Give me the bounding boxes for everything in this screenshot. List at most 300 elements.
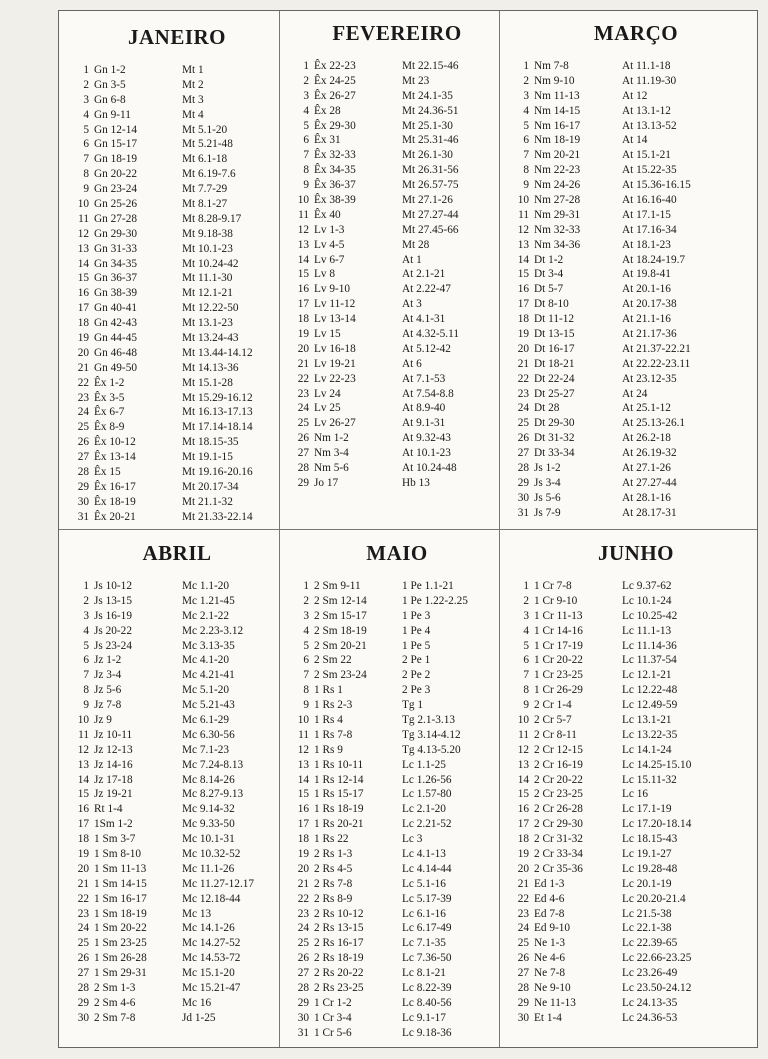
new-testament-reading: At 23.12-35 xyxy=(622,372,677,385)
day-number: 10 xyxy=(297,194,309,207)
day-number: 3 xyxy=(83,609,89,622)
old-testament-reading: Nm 7-8 xyxy=(534,60,569,72)
new-testament-reading: At 27.27-44 xyxy=(622,476,677,489)
day-number: 7 xyxy=(303,669,309,682)
reading-row xyxy=(515,312,757,327)
reading-row xyxy=(295,104,499,119)
old-testament-reading: Nm 16-17 xyxy=(534,119,581,132)
new-testament-reading: Mc 14.53-72 xyxy=(182,952,241,965)
reading-row xyxy=(515,773,757,788)
reading-row xyxy=(295,787,499,802)
new-testament-reading: Mt 5.21-48 xyxy=(182,138,233,151)
day-number: 28 xyxy=(77,982,89,995)
reading-row xyxy=(75,510,279,525)
old-testament-reading: Jz 19-21 xyxy=(94,788,133,801)
old-testament-reading: Dt 31-32 xyxy=(534,432,575,445)
old-testament-reading: Dt 8-10 xyxy=(534,298,569,311)
reading-row xyxy=(515,892,757,907)
reading-row xyxy=(75,936,279,951)
new-testament-reading: Lc 22.66-23.25 xyxy=(622,952,692,965)
new-testament-reading: Lc 11.14-36 xyxy=(622,639,677,652)
reading-row xyxy=(515,223,757,238)
new-testament-reading: Lc 20.20-21.4 xyxy=(622,892,686,905)
day-number: 5 xyxy=(83,123,89,136)
old-testament-reading: Nm 5-6 xyxy=(314,462,349,475)
day-number: 5 xyxy=(523,119,529,132)
new-testament-reading: At 7.54-8.8 xyxy=(402,387,454,400)
new-testament-reading: Lc 5.1-16 xyxy=(402,877,446,890)
old-testament-reading: 1 Cr 14-16 xyxy=(534,624,583,637)
reading-row xyxy=(295,907,499,922)
reading-row xyxy=(295,163,499,178)
old-testament-reading: Nm 9-10 xyxy=(534,74,575,87)
reading-row xyxy=(515,89,757,104)
reading-row xyxy=(515,698,757,713)
day-number: 27 xyxy=(297,967,309,980)
reading-row xyxy=(295,401,499,416)
day-number: 8 xyxy=(303,684,309,697)
new-testament-reading: Lc 14.1-24 xyxy=(622,743,672,756)
old-testament-reading: Êx 28 xyxy=(314,104,341,117)
day-number: 7 xyxy=(303,149,309,162)
old-testament-reading: 1 Rs 20-21 xyxy=(314,818,364,831)
day-number: 15 xyxy=(297,788,309,801)
reading-row xyxy=(295,594,499,609)
old-testament-reading: Lv 16-18 xyxy=(314,342,356,355)
reading-row xyxy=(75,981,279,996)
day-number: 14 xyxy=(517,773,529,786)
old-testament-reading: Jz 7-8 xyxy=(94,699,122,712)
reading-row xyxy=(515,506,757,521)
reading-row xyxy=(295,832,499,847)
new-testament-reading: Mt 26.31-56 xyxy=(402,164,459,177)
new-testament-reading: Lc 8.22-39 xyxy=(402,982,452,995)
new-testament-reading: Mc 6.30-56 xyxy=(182,728,235,741)
old-testament-reading: 1 Cr 11-13 xyxy=(534,609,583,622)
day-number: 28 xyxy=(77,466,89,479)
new-testament-reading: Lc 3 xyxy=(402,833,423,846)
day-number: 3 xyxy=(303,609,309,622)
reading-row xyxy=(515,877,757,892)
day-number: 24 xyxy=(517,922,529,935)
reading-row xyxy=(295,446,499,461)
old-testament-reading: Lv 9-10 xyxy=(314,283,351,296)
new-testament-reading: Mt 2 xyxy=(182,78,204,91)
reading-row xyxy=(75,167,279,182)
reading-row xyxy=(75,743,279,758)
new-testament-reading: At 15.22-35 xyxy=(622,164,677,177)
day-number: 11 xyxy=(298,208,309,221)
old-testament-reading: 1 Rs 7-8 xyxy=(314,728,353,741)
new-testament-reading: Lc 16 xyxy=(622,788,649,801)
old-testament-reading: Dt 5-7 xyxy=(534,283,564,296)
new-testament-reading: At 28.17-31 xyxy=(622,506,677,519)
old-testament-reading: Ed 9-10 xyxy=(534,922,571,935)
day-number: 19 xyxy=(77,848,89,861)
day-number: 18 xyxy=(517,313,529,326)
reading-row xyxy=(75,802,279,817)
day-number: 13 xyxy=(297,758,309,771)
old-testament-reading: 1 Rs 18-19 xyxy=(314,803,364,816)
new-testament-reading: Mc 6.1-29 xyxy=(182,714,230,727)
old-testament-reading: Lv 22-23 xyxy=(314,372,356,385)
reading-row xyxy=(515,981,757,996)
day-number: 28 xyxy=(517,462,529,475)
reading-row xyxy=(75,108,279,123)
day-number: 31 xyxy=(517,506,529,519)
old-testament-reading: Êx 1-2 xyxy=(94,376,125,389)
old-testament-reading: Lv 13-14 xyxy=(314,313,356,326)
day-number: 26 xyxy=(77,952,89,965)
day-number: 2 xyxy=(303,74,309,87)
old-testament-reading: Dt 3-4 xyxy=(534,268,564,281)
new-testament-reading: Lc 24.13-35 xyxy=(622,996,678,1009)
day-number: 3 xyxy=(523,89,529,102)
new-testament-reading: Mc 5.21-43 xyxy=(182,699,235,712)
reading-row xyxy=(75,892,279,907)
month-junho xyxy=(499,541,757,1026)
new-testament-reading: Lc 18.15-43 xyxy=(622,833,678,846)
day-number: 31 xyxy=(77,510,89,523)
reading-row xyxy=(515,653,757,668)
new-testament-reading: At 28.1-16 xyxy=(622,491,671,504)
new-testament-reading: Lc 9.18-36 xyxy=(402,1026,452,1039)
reading-row xyxy=(75,921,279,936)
new-testament-reading: 1 Pe 1.22-2.25 xyxy=(402,594,468,607)
reading-row xyxy=(75,465,279,480)
new-testament-reading: Mc 16 xyxy=(182,996,212,1009)
old-testament-reading: 1 Sm 26-28 xyxy=(94,952,147,965)
reading-row xyxy=(75,301,279,316)
day-number: 8 xyxy=(523,164,529,177)
old-testament-reading: Êx 32-33 xyxy=(314,149,356,162)
reading-row xyxy=(75,609,279,624)
day-number: 18 xyxy=(77,317,89,330)
day-number: 2 xyxy=(303,594,309,607)
old-testament-reading: Js 1-2 xyxy=(534,462,561,475)
reading-row xyxy=(75,579,279,594)
new-testament-reading: Mt 21.33-22.14 xyxy=(182,510,253,523)
old-testament-reading: 2 Rs 7-8 xyxy=(314,877,353,890)
old-testament-reading: Nm 3-4 xyxy=(314,447,349,460)
new-testament-reading: Lc 11.37-54 xyxy=(622,654,677,667)
reading-row xyxy=(515,431,757,446)
day-number: 18 xyxy=(297,313,309,326)
old-testament-reading: Js 7-9 xyxy=(534,506,561,519)
day-number: 29 xyxy=(77,996,89,1009)
reading-row xyxy=(515,491,757,506)
month-title: MARÇO xyxy=(593,21,679,45)
new-testament-reading: At 17.16-34 xyxy=(622,223,677,236)
day-number: 10 xyxy=(517,714,529,727)
reading-row xyxy=(295,683,499,698)
reading-row xyxy=(515,267,757,282)
old-testament-reading: Gn 18-19 xyxy=(94,153,137,166)
reading-row xyxy=(515,639,757,654)
old-testament-reading: Nm 24-26 xyxy=(534,179,581,192)
old-testament-reading: Gn 31-33 xyxy=(94,242,137,255)
day-number: 23 xyxy=(517,387,529,400)
new-testament-reading: Mc 10.32-52 xyxy=(182,848,241,861)
new-testament-reading: Mc 9.33-50 xyxy=(182,818,235,831)
new-testament-reading: Lc 5.17-39 xyxy=(402,892,452,905)
reading-row xyxy=(515,178,757,193)
old-testament-reading: 1 Cr 7-8 xyxy=(534,580,572,592)
new-testament-reading: Lc 23.26-49 xyxy=(622,967,678,980)
reading-row xyxy=(295,208,499,223)
new-testament-reading: 1 Pe 4 xyxy=(402,624,431,637)
day-number: 1 xyxy=(523,60,529,72)
reading-row xyxy=(515,921,757,936)
old-testament-reading: Gn 3-5 xyxy=(94,78,126,91)
new-testament-reading: Mt 13.1-23 xyxy=(182,317,233,330)
old-testament-reading: Lv 1-3 xyxy=(314,223,345,236)
reading-row xyxy=(515,579,757,594)
day-number: 3 xyxy=(303,89,309,102)
reading-row xyxy=(515,743,757,758)
old-testament-reading: Jz 10-11 xyxy=(94,728,133,741)
reading-row xyxy=(515,609,757,624)
day-number: 12 xyxy=(517,743,529,756)
new-testament-reading: Mc 11.1-26 xyxy=(182,862,235,875)
day-number: 6 xyxy=(303,134,309,147)
day-number: 23 xyxy=(77,907,89,920)
day-number: 9 xyxy=(523,179,529,192)
reading-row xyxy=(295,133,499,148)
day-number: 23 xyxy=(77,391,89,404)
new-testament-reading: 1 Pe 3 xyxy=(402,609,431,622)
old-testament-reading: Ne 4-6 xyxy=(534,952,566,965)
new-testament-reading: Mc 2.23-3.12 xyxy=(182,624,244,637)
new-testament-reading: Lc 2.21-52 xyxy=(402,818,452,831)
day-number: 20 xyxy=(517,342,529,355)
row-divider xyxy=(59,529,757,530)
day-number: 15 xyxy=(517,788,529,801)
new-testament-reading: At 11.19-30 xyxy=(622,74,677,87)
day-number: 4 xyxy=(303,104,309,117)
new-testament-reading: Lc 6.1-16 xyxy=(402,907,446,920)
reading-row xyxy=(75,331,279,346)
old-testament-reading: Êx 10-12 xyxy=(94,436,136,449)
day-number: 1 xyxy=(303,60,309,72)
reading-row xyxy=(515,713,757,728)
reading-row xyxy=(515,133,757,148)
reading-row xyxy=(295,951,499,966)
old-testament-reading: Dt 33-34 xyxy=(534,447,575,460)
reading-row xyxy=(515,282,757,297)
old-testament-reading: Rt 1-4 xyxy=(94,803,123,816)
new-testament-reading: At 22.22-23.11 xyxy=(622,357,691,370)
day-number: 26 xyxy=(77,436,89,449)
new-testament-reading: Mt 10.1-23 xyxy=(182,242,233,255)
new-testament-reading: Mt 12.1-21 xyxy=(182,287,233,300)
day-number: 16 xyxy=(517,803,529,816)
new-testament-reading: Mt 19.1-15 xyxy=(182,451,233,464)
day-number: 12 xyxy=(297,223,309,236)
reading-row xyxy=(75,346,279,361)
old-testament-reading: Lv 6-7 xyxy=(314,253,345,266)
new-testament-reading: Mt 10.24-42 xyxy=(182,257,239,270)
new-testament-reading: Lc 19.1-27 xyxy=(622,848,672,861)
day-number: 15 xyxy=(77,272,89,285)
reading-row xyxy=(515,208,757,223)
day-number: 4 xyxy=(523,104,529,117)
new-testament-reading: At 14 xyxy=(622,134,648,147)
reading-row xyxy=(515,862,757,877)
day-number: 10 xyxy=(77,198,89,211)
old-testament-reading: 2 Cr 8-11 xyxy=(534,728,577,741)
old-testament-reading: Gn 15-17 xyxy=(94,138,137,151)
old-testament-reading: Dt 13-15 xyxy=(534,328,575,341)
new-testament-reading: Mt 11.1-30 xyxy=(182,272,233,285)
day-number: 26 xyxy=(297,432,309,445)
new-testament-reading: Mt 21.1-32 xyxy=(182,495,233,508)
old-testament-reading: Gn 36-37 xyxy=(94,272,137,285)
new-testament-reading: At 10.24-48 xyxy=(402,462,457,475)
day-number: 14 xyxy=(297,773,309,786)
old-testament-reading: Nm 22-23 xyxy=(534,164,581,177)
old-testament-reading: Gn 42-43 xyxy=(94,317,137,330)
old-testament-reading: Jz 14-16 xyxy=(94,758,133,771)
old-testament-reading: Jz 9 xyxy=(94,714,112,727)
old-testament-reading: Êx 29-30 xyxy=(314,119,356,132)
reading-row xyxy=(295,639,499,654)
old-testament-reading: Gn 27-28 xyxy=(94,212,137,225)
day-number: 21 xyxy=(77,361,89,374)
day-number: 25 xyxy=(517,417,529,430)
day-number: 10 xyxy=(77,714,89,727)
old-testament-reading: 2 Rs 10-12 xyxy=(314,907,364,920)
new-testament-reading: Lc 8.1-21 xyxy=(402,967,446,980)
old-testament-reading: Nm 27-28 xyxy=(534,194,581,207)
day-number: 14 xyxy=(297,253,309,266)
old-testament-reading: Js 3-4 xyxy=(534,476,561,489)
old-testament-reading: Ne 1-3 xyxy=(534,937,566,950)
reading-row xyxy=(515,951,757,966)
new-testament-reading: Mt 24.36-51 xyxy=(402,104,459,117)
old-testament-reading: Gn 44-45 xyxy=(94,332,137,345)
reading-row xyxy=(75,405,279,420)
reading-row xyxy=(75,847,279,862)
old-testament-reading: Êx 18-19 xyxy=(94,495,136,508)
day-number: 13 xyxy=(517,238,529,251)
old-testament-reading: 1 Cr 3-4 xyxy=(314,1011,352,1024)
new-testament-reading: At 12 xyxy=(622,89,648,102)
old-testament-reading: 2 Rs 8-9 xyxy=(314,892,353,905)
day-number: 9 xyxy=(303,179,309,192)
old-testament-reading: 1 Rs 22 xyxy=(314,833,349,846)
day-number: 8 xyxy=(523,684,529,697)
day-number: 8 xyxy=(83,684,89,697)
new-testament-reading: Mt 17.14-18.14 xyxy=(182,421,253,434)
day-number: 24 xyxy=(77,406,89,419)
month-marco xyxy=(499,21,757,521)
day-number: 28 xyxy=(297,982,309,995)
day-number: 24 xyxy=(297,922,309,935)
reading-row xyxy=(75,624,279,639)
day-number: 7 xyxy=(523,149,529,162)
new-testament-reading: Mt 1 xyxy=(182,64,204,76)
day-number: 9 xyxy=(303,699,309,712)
month-janeiro xyxy=(59,25,279,525)
new-testament-reading: At 11.1-18 xyxy=(622,60,671,72)
day-number: 22 xyxy=(517,372,529,385)
day-number: 19 xyxy=(297,328,309,341)
old-testament-reading: Gn 1-2 xyxy=(94,64,126,76)
day-number: 14 xyxy=(77,257,89,270)
old-testament-reading: Êx 34-35 xyxy=(314,164,356,177)
old-testament-reading: Êx 36-37 xyxy=(314,179,356,192)
reading-row xyxy=(295,817,499,832)
reading-list xyxy=(295,579,499,1041)
day-number: 28 xyxy=(297,462,309,475)
reading-row xyxy=(75,286,279,301)
old-testament-reading: Nm 11-13 xyxy=(534,89,580,102)
old-testament-reading: 2 Cr 23-25 xyxy=(534,788,583,801)
day-number: 22 xyxy=(297,892,309,905)
new-testament-reading: Lc 11.1-13 xyxy=(622,624,672,637)
old-testament-reading: 2 Sm 9-11 xyxy=(314,580,361,592)
day-number: 3 xyxy=(83,93,89,106)
reading-row xyxy=(295,327,499,342)
day-number: 24 xyxy=(77,922,89,935)
day-number: 22 xyxy=(77,892,89,905)
month-maio xyxy=(279,541,499,1041)
reading-row xyxy=(295,713,499,728)
new-testament-reading: 1 Pe 1.1-21 xyxy=(402,580,454,592)
reading-row xyxy=(75,1011,279,1026)
old-testament-reading: 1 Cr 1-2 xyxy=(314,996,352,1009)
new-testament-reading: Mc 8.27-9.13 xyxy=(182,788,244,801)
old-testament-reading: 2 Rs 20-22 xyxy=(314,967,364,980)
reading-row xyxy=(295,653,499,668)
reading-row xyxy=(75,391,279,406)
day-number: 2 xyxy=(83,594,89,607)
new-testament-reading: At 16.16-40 xyxy=(622,194,677,207)
reading-list xyxy=(75,63,279,525)
reading-row xyxy=(295,357,499,372)
reading-row xyxy=(515,253,757,268)
old-testament-reading: Js 5-6 xyxy=(534,491,561,504)
new-testament-reading: Mt 15.1-28 xyxy=(182,376,233,389)
new-testament-reading: At 27.1-26 xyxy=(622,462,671,475)
day-number: 12 xyxy=(297,743,309,756)
day-number: 18 xyxy=(517,833,529,846)
new-testament-reading: Lc 7.36-50 xyxy=(402,952,452,965)
day-number: 24 xyxy=(517,402,529,415)
new-testament-reading: Lc 23.50-24.12 xyxy=(622,982,692,995)
old-testament-reading: Lv 11-12 xyxy=(314,298,356,311)
reading-row xyxy=(295,74,499,89)
new-testament-reading: Mt 28 xyxy=(402,238,430,251)
reading-row xyxy=(515,832,757,847)
old-testament-reading: Nm 32-33 xyxy=(534,223,581,236)
new-testament-reading: Tg 1 xyxy=(402,699,424,712)
reading-row xyxy=(295,847,499,862)
day-number: 17 xyxy=(517,818,529,831)
new-testament-reading: Lc 4.14-44 xyxy=(402,862,452,875)
new-testament-reading: Mt 4 xyxy=(182,108,204,121)
new-testament-reading: Mt 3 xyxy=(182,93,204,106)
day-number: 7 xyxy=(83,153,89,166)
new-testament-reading: Mt 27.1-26 xyxy=(402,194,453,207)
reading-row xyxy=(75,63,279,78)
day-number: 11 xyxy=(518,728,529,741)
month-fevereiro xyxy=(279,21,499,491)
reading-row xyxy=(295,193,499,208)
old-testament-reading: 1 Cr 17-19 xyxy=(534,639,583,652)
reading-row xyxy=(75,996,279,1011)
